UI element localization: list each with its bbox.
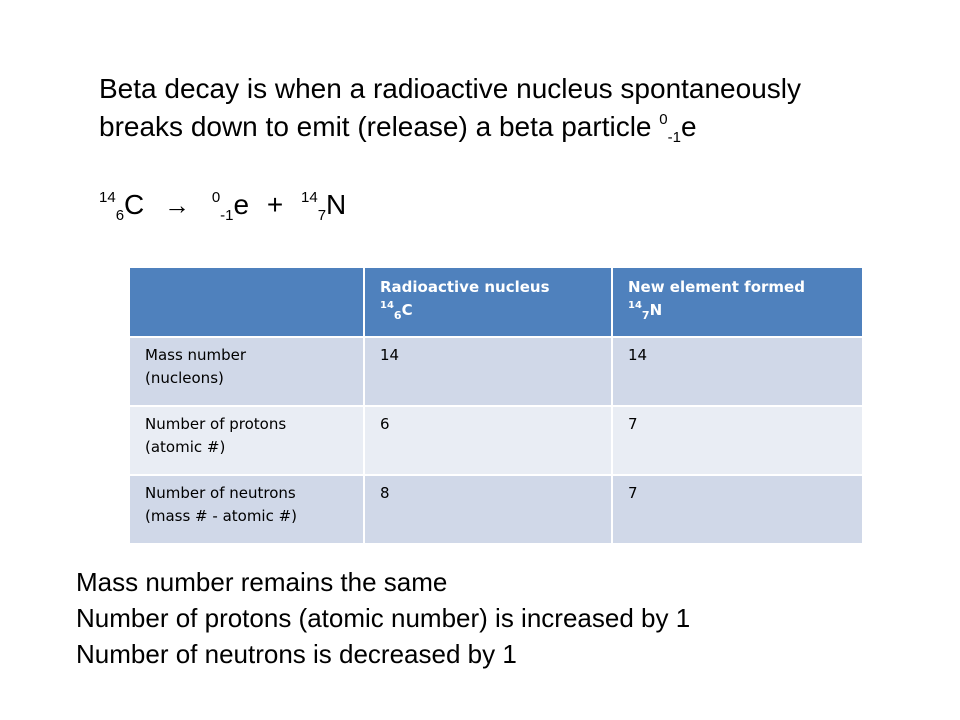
table-row: [129, 337, 863, 406]
product2-atomic: 7: [317, 207, 327, 224]
row-label-line1: Number of protons: [145, 415, 287, 433]
reactant-carbon: [99, 186, 144, 224]
cell-radioactive-value: 8: [364, 475, 612, 544]
reactant-symbol: C: [124, 189, 145, 220]
summary-line-protons: Number of protons (atomic number) is increased by 1: [76, 603, 691, 633]
reactant-mass: 14: [99, 189, 116, 206]
plus-sign: +: [266, 189, 284, 220]
product2-symbol: N: [326, 189, 347, 220]
header-empty-cell: [129, 267, 364, 337]
header-col1-mass: 14: [380, 300, 394, 311]
header-new-element: [612, 267, 863, 337]
table-header-row: [129, 267, 863, 337]
beta-particle-notation: [659, 108, 696, 146]
cell-new-element-value: 14: [612, 337, 863, 406]
intro-line-2-text: breaks down to emit (release) a beta particle: [99, 111, 660, 142]
product1-atomic: -1: [220, 207, 234, 224]
row-label-line2: (mass # - atomic #): [145, 507, 298, 525]
product1-mass: 0: [211, 189, 221, 206]
row-label-protons: [129, 406, 364, 475]
header-radioactive-nucleus: [364, 267, 612, 337]
product-nitrogen: [301, 186, 346, 224]
arrow-right-icon: →: [164, 190, 191, 220]
product2-mass: 14: [301, 189, 318, 206]
product1-symbol: e: [233, 189, 250, 220]
cell-radioactive-value: 6: [364, 406, 612, 475]
header-col1-atomic: 6: [393, 309, 402, 322]
row-label-mass-number: [129, 337, 364, 406]
header-col1-isotope: [380, 299, 601, 322]
row-label-line2: (nucleons): [145, 369, 224, 387]
row-label-line1: Number of neutrons: [145, 484, 296, 502]
nucleus-comparison-table: [128, 266, 864, 545]
decay-equation: [99, 186, 346, 224]
beta-charge: -1: [667, 129, 681, 146]
header-col2-atomic: 7: [641, 309, 650, 322]
summary-line-mass: Mass number remains the same: [76, 567, 448, 597]
product-electron: [212, 186, 249, 224]
table-row: [129, 406, 863, 475]
header-col2-isotope: [628, 299, 852, 322]
header-col2-symbol: N: [649, 301, 663, 319]
beta-symbol: e: [680, 111, 697, 142]
intro-text: [99, 70, 919, 146]
cell-radioactive-value: 14: [364, 337, 612, 406]
cell-new-element-value: 7: [612, 406, 863, 475]
row-label-line1: Mass number: [145, 346, 247, 364]
summary-text: [76, 564, 936, 672]
cell-new-element-value: 7: [612, 475, 863, 544]
beta-mass: 0: [659, 111, 668, 128]
header-col2-mass: 14: [628, 300, 642, 311]
reactant-atomic: 6: [115, 207, 125, 224]
intro-line-2: [99, 108, 919, 146]
intro-line-1: Beta decay is when a radioactive nucleus spontaneously: [99, 73, 801, 104]
row-label-line2: (atomic #): [145, 438, 226, 456]
header-col1-label: Radioactive nucleus: [380, 278, 550, 296]
header-col2-label: New element formed: [628, 278, 805, 296]
row-label-neutrons: [129, 475, 364, 544]
summary-line-neutrons: Number of neutrons is decreased by 1: [76, 639, 517, 669]
table-row: [129, 475, 863, 544]
header-col1-symbol: C: [401, 301, 413, 319]
